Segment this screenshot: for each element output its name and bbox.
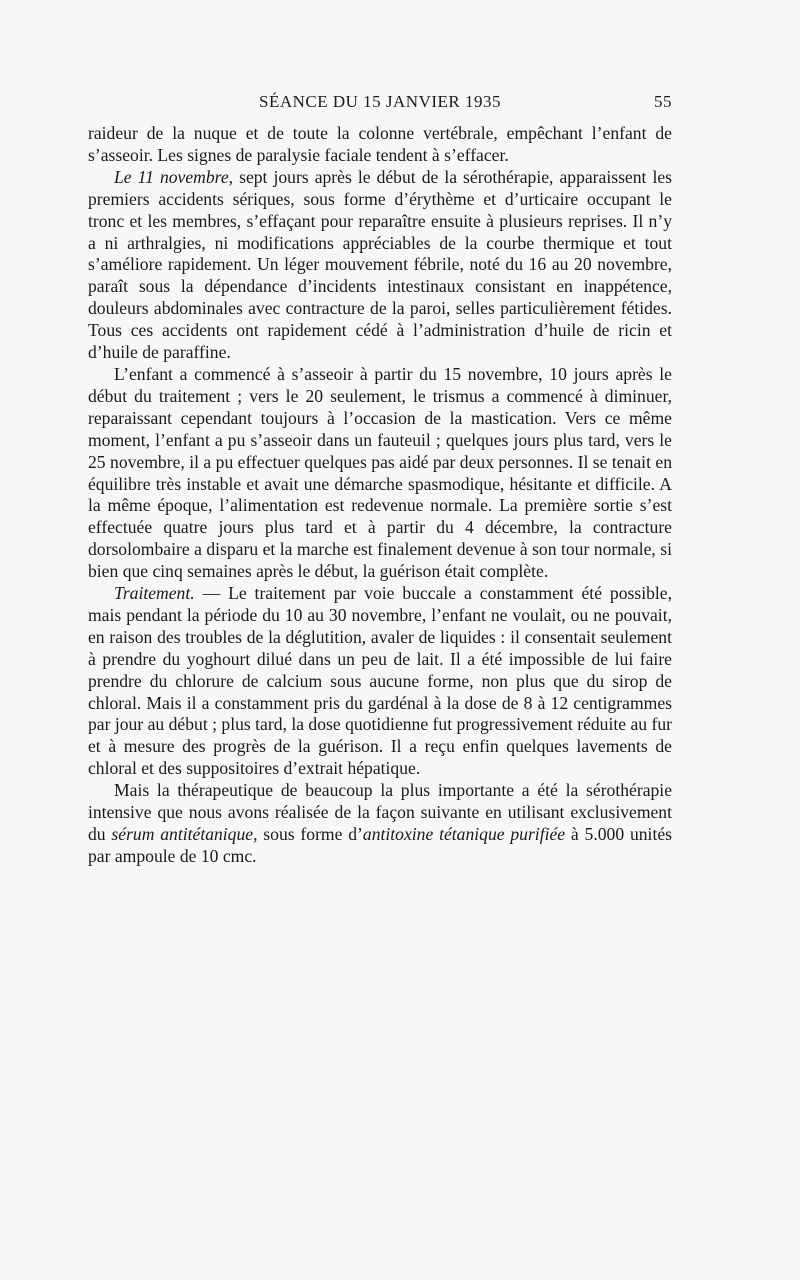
paragraph-5-text-before: Mais la thérapeutique de beaucoup la plus importante a été la sérothérapie intensive que nous avons réalisée de la façon suivante en utilisant exclusivement du bbox=[88, 780, 672, 844]
paragraph-5-italic-2: antitoxine tétanique purifiée bbox=[362, 824, 566, 844]
paragraph-4-lead: Traitement. bbox=[114, 583, 195, 604]
paragraph-5-italic-1: sérum antitétanique, bbox=[111, 824, 258, 844]
paragraph-1-text: raideur de la nuque et de toute la colonne vertébrale, empêchant l’enfant de s’asseoir. Les signes de paralysie faciale tendent à s’effacer. bbox=[88, 123, 672, 165]
paragraph-3-text: L’enfant a commencé à s’asseoir à partir du 15 novembre, 10 jours après le début du traitement ; vers le 20 seulement, le trismus a commencé à diminuer, reparaissant cependant toujours à l’occasion de la mastication. Vers ce même moment, l’enfant a pu s’asseoir dans un fauteuil ; quelques jours plus tard, vers le 25 novembre, il a pu effectuer quelques pas aidé par deux personnes. Il se tenait en équilibre très instable et avait une démarche spasmodique, hésitante et difficile. A la même époque, l’alimentation est redevenue normale. La première sortie s’est effectuée quatre jours plus tard et à partir du 4 décembre, la contracture dorsolombaire a disparu et la marche est finalement devenue à son tour normale, si bien que cinq semaines après le début, la guérison était complète. bbox=[88, 363, 672, 582]
page bbox=[88, 92, 672, 868]
running-title: SÉANCE DU 15 JANVIER 1935 bbox=[259, 92, 501, 111]
running-header bbox=[88, 92, 672, 122]
page-number: 55 bbox=[654, 92, 672, 111]
paragraph-4-text: — Le traitement par voie buccale a constamment été possible, mais pendant la période du 10 au 30 novembre, l’enfant ne voulait, ou ne pouvait, en raison des troubles de la déglutition, avaler de liquides : il consentait seulement à prendre du yoghourt dilué dans un peu de lait. Il a été impossible de lui faire prendre du chlorure de calcium sous aucune forme, non plus que du sirop de chloral. Mais il a constamment pris du gardénal à la dose de 8 à 12 centigrammes par jour au début ; plus tard, la dose quotidienne fut progressivement réduite au fur et à mesure des progrès de la guérison. Il a reçu enfin quelques lavements de chloral et des suppositoires d’extrait hépatique. bbox=[88, 583, 672, 779]
paragraph-2-lead: Le 11 novembre, bbox=[114, 166, 234, 187]
paragraph-2 bbox=[88, 167, 672, 364]
paragraph-1 bbox=[88, 123, 672, 167]
paragraph-5-text-middle: sous forme d’ bbox=[257, 824, 363, 844]
paragraph-5-text-after: à 5.000 unités par ampoule de 10 cmc. bbox=[88, 824, 672, 866]
paragraph-4 bbox=[88, 583, 672, 780]
paragraph-2-text: sept jours après le début de la sérothérapie, apparaissent les premiers accidents sériques, sous forme d’érythème et d’urticaire occupant le tronc et les membres, s’effaçant pour reparaître ensuite à plusieurs reprises. Il n’y a ni arthralgies, ni modifications appréciables de la courbe thermique et tout s’améliore rapidement. Un léger mouvement fébrile, noté du 16 au 20 novembre, paraît sous la dépendance d’incidents intestinaux consistant en inappétence, douleurs abdominales avec contracture de la paroi, selles particulièrement fétides. Tous ces accidents ont rapidement cédé à l’administration d’huile de ricin et d’huile de paraffine. bbox=[88, 166, 672, 363]
body-text bbox=[88, 123, 672, 868]
paragraph-5 bbox=[88, 780, 672, 868]
paragraph-3 bbox=[88, 364, 672, 583]
